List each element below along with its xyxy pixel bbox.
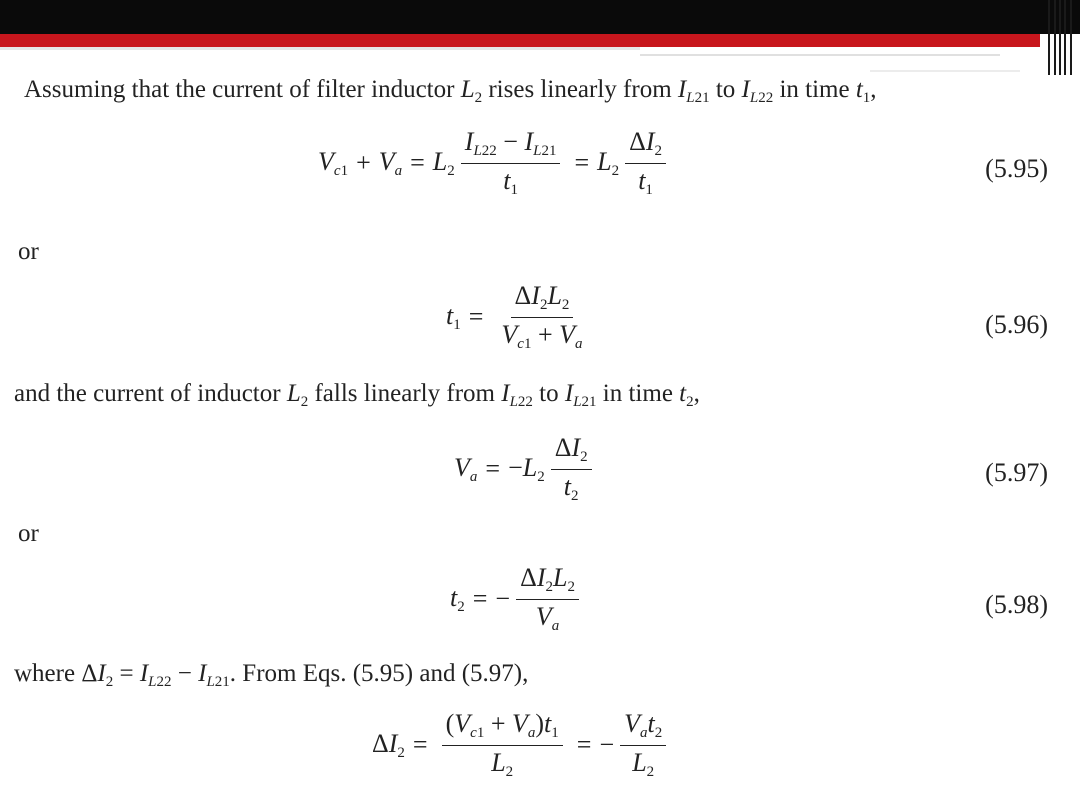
intro-sentence: Assuming that the current of filter inductor $L_2$ rises linearly from $I_{L21}$ to $I_{L22}$ in time $t_1$,	[24, 76, 877, 106]
equation-number-5-95: (5.95)	[985, 154, 1048, 183]
where-sentence: where $\Delta I_2 = I_{L22} - I_{L21}$. From Eqs. (5.95) and (5.97),	[14, 660, 529, 690]
mid-text-d: in time	[596, 380, 680, 407]
equation-5-97: $V_a$ = $-L_2$ $\frac{\Delta I_2}{t_2}$	[454, 434, 598, 505]
header-divider	[0, 47, 640, 50]
intro-text-d: in time	[773, 76, 856, 103]
mid-text-e: ,	[693, 380, 700, 407]
equation-number-5-96: (5.96)	[985, 310, 1048, 339]
equation-5-96: $t_1$ = $\frac{\Delta I_2L_2}{V_{c1} + V_a}$	[446, 281, 583, 352]
equation-number-5-97: (5.97)	[985, 458, 1048, 487]
mid-sentence: and the current of inductor $L_2$ falls linearly from $I_{L22}$ to $I_{L21}$ in time $t_2$,	[14, 380, 700, 410]
intro-text-e: ,	[870, 76, 877, 103]
equation-5-98: $t_2$ = − $\frac{\Delta I_2L_2}{V_a}$	[450, 564, 585, 635]
or-label-2: or	[18, 520, 39, 547]
where-text-b: . From Eqs. (5.95) and (5.97),	[229, 660, 529, 687]
header-black-bar	[0, 0, 1080, 34]
header-divider-3	[870, 70, 1020, 72]
intro-text-b: rises linearly from	[482, 76, 678, 103]
header-red-bar	[0, 34, 1040, 47]
equation-number-5-98: (5.98)	[985, 590, 1048, 619]
intro-text-c: to	[709, 76, 742, 103]
equation-delta-i2: $\Delta I_2$ = $\frac{(V_{c1} + V_a)t_1}{L_2}$ = − $\frac{V_at_2}{L_2}$	[372, 710, 672, 781]
where-text-a: where	[14, 660, 82, 687]
intro-text-a: Assuming that the current of filter inductor	[24, 76, 461, 103]
mid-text-b: falls linearly from	[308, 380, 502, 407]
mid-text-c: to	[532, 380, 565, 407]
equation-5-95: $V_{c1}$ + $V_a$ = $L_2$ $\frac{I_{L22} - I_{L21}}{t_1}$ = $L_2$ $\frac{\Delta I_2}{t_1}$	[318, 128, 672, 199]
header-divider-2	[640, 54, 1000, 56]
or-label-1: or	[18, 238, 39, 265]
mid-text-a: and the current of inductor	[14, 380, 287, 407]
header-stripes	[1040, 0, 1080, 75]
